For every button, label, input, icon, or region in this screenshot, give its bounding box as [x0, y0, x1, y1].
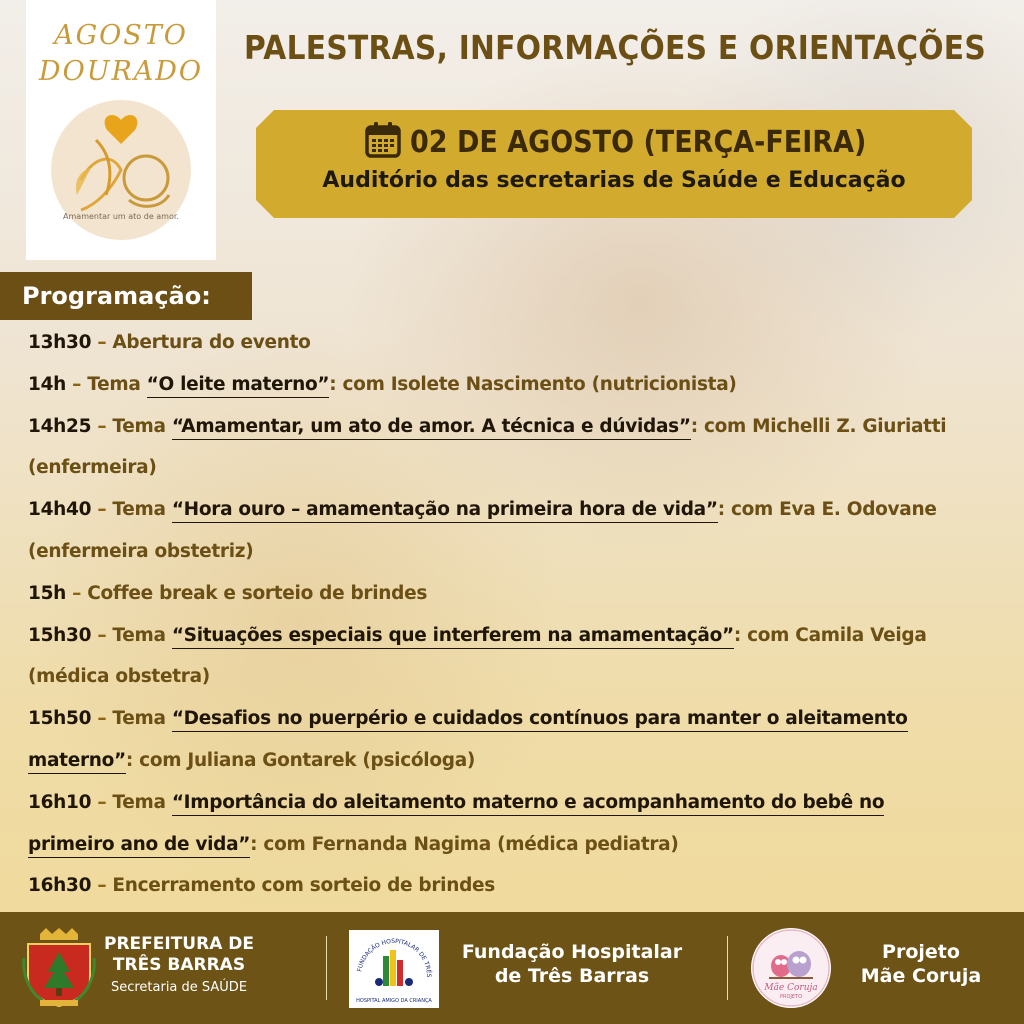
item-time: 14h25 — [28, 415, 92, 437]
item-speaker: : com Eva E. Odovane — [717, 499, 937, 521]
item-speaker-role: (enfermeira) — [28, 457, 157, 479]
mae-coruja-logo-sub: PROJETO — [779, 994, 803, 1000]
schedule-item-continuation — [28, 531, 1008, 573]
item-speaker: : com Camila Veiga — [733, 624, 927, 646]
calendar-icon — [364, 121, 402, 163]
prefeitura-secretaria: Secretaria de SAÚDE — [110, 980, 248, 995]
item-text: Encerramento com sorteio de brindes — [112, 875, 495, 897]
item-dash: – — [91, 875, 113, 897]
event-date: 02 DE AGOSTO (TERÇA-FEIRA) — [410, 124, 867, 160]
mae-coruja-logo — [751, 928, 831, 1008]
agosto-dourado-logo — [26, 0, 216, 260]
projeto-line2: Mãe Coruja — [860, 965, 982, 987]
prefeitura-line2: TRÊS BARRAS — [112, 955, 246, 975]
footer-divider — [326, 936, 327, 1000]
schedule-item-continuation — [28, 656, 1008, 698]
program-label: Programação: — [0, 272, 252, 320]
item-time: 15h50 — [28, 708, 92, 730]
fundacao-line2: de Três Barras — [494, 965, 650, 987]
item-dash: – — [66, 373, 88, 395]
item-dash: – — [66, 582, 88, 604]
fundacao-name — [444, 940, 700, 988]
item-time: 15h — [28, 582, 67, 604]
schedule-item — [28, 615, 1008, 657]
date-row — [364, 120, 917, 164]
item-speaker-role: (médica obstetra) — [28, 666, 210, 688]
item-time: 16h30 — [28, 875, 92, 897]
page-title: PALESTRAS, INFORMAÇÕES E ORIENTAÇÕES — [244, 28, 987, 67]
projeto-name — [846, 940, 996, 988]
item-topic: materno” — [28, 750, 126, 774]
logo-title — [26, 18, 216, 90]
prefeitura-name — [102, 934, 256, 976]
schedule-item — [28, 573, 1008, 615]
item-text: Coffee break e sorteio de brindes — [87, 582, 428, 604]
schedule-item-continuation — [28, 447, 1008, 489]
item-prefix: Tema — [112, 708, 172, 730]
item-time: 15h30 — [28, 624, 92, 646]
schedule-item — [28, 406, 1008, 448]
schedule-list — [28, 322, 1008, 907]
schedule-item — [28, 489, 1008, 531]
schedule-item — [28, 865, 1008, 907]
schedule-item — [28, 782, 1008, 824]
item-time: 13h30 — [28, 332, 92, 353]
item-speaker: : com Michelli Z. Giuriatti — [690, 415, 947, 437]
item-speaker-role: (enfermeira obstetriz) — [28, 540, 254, 562]
fundacao-hospitalar-logo — [349, 930, 439, 1008]
item-prefix: Tema — [112, 415, 172, 437]
schedule-item-continuation — [28, 740, 1008, 782]
footer-divider — [727, 936, 728, 1000]
item-dash: – — [91, 708, 113, 730]
item-topic: “Desafios no puerpério e cuidados contínuos para manter o aleitamento — [172, 708, 908, 732]
fundacao-line1: Fundação Hospitalar — [461, 941, 683, 963]
item-topic: primeiro ano de vida” — [28, 834, 250, 858]
schedule-item — [28, 364, 1008, 406]
item-prefix: Tema — [112, 791, 172, 813]
schedule-item-continuation — [28, 824, 1008, 866]
item-topic: “Amamentar, um ato de amor. A técnica e dúvidas” — [172, 416, 691, 440]
item-time: 14h40 — [28, 499, 92, 521]
item-prefix: Tema — [87, 373, 147, 395]
item-topic: “O leite materno” — [147, 374, 330, 398]
tres-barras-crest-icon — [22, 928, 96, 1008]
item-dash: – — [91, 332, 113, 353]
item-time: 16h10 — [28, 791, 92, 813]
item-speaker: : com Isolete Nascimento (nutricionista) — [329, 373, 737, 395]
logo-title-line1: AGOSTO — [54, 20, 188, 51]
prefeitura-line1: PREFEITURA DE — [103, 934, 254, 954]
item-topic: “Importância do aleitamento materno e acompanhamento do bebê no — [172, 792, 885, 816]
item-prefix: Tema — [112, 624, 172, 646]
mae-coruja-logo-text: Mãe Coruja — [764, 983, 818, 993]
item-prefix: Tema — [112, 499, 172, 521]
item-speaker: : com Juliana Gontarek (psicóloga) — [125, 749, 476, 771]
fundacao-logo-text: FUNDAÇÃO HOSPITALAR DE TRÊS — [356, 937, 433, 978]
projeto-line1: Projeto — [882, 941, 960, 963]
item-text: Abertura do evento — [112, 332, 311, 353]
logo-tagline: Amamentar um ato de amor. — [63, 212, 179, 221]
item-dash: – — [91, 624, 113, 646]
item-dash: – — [91, 499, 113, 521]
item-dash: – — [91, 415, 113, 437]
item-topic: “Hora ouro – amamentação na primeira hora de vida” — [172, 499, 718, 523]
item-dash: – — [91, 791, 113, 813]
event-place: Auditório das secretarias de Saúde e Educação — [322, 168, 906, 193]
schedule-item — [28, 698, 1008, 740]
item-topic: “Situações especiais que interferem na amamentação” — [172, 625, 734, 649]
item-time: 14h — [28, 373, 67, 395]
fundacao-logo-sub: HOSPITAL AMIGO DA CRIANÇA — [356, 998, 432, 1004]
item-speaker: : com Fernanda Nagima (médica pediatra) — [250, 833, 679, 855]
schedule-item — [28, 322, 1008, 364]
logo-title-line2: DOURADO — [38, 56, 204, 87]
